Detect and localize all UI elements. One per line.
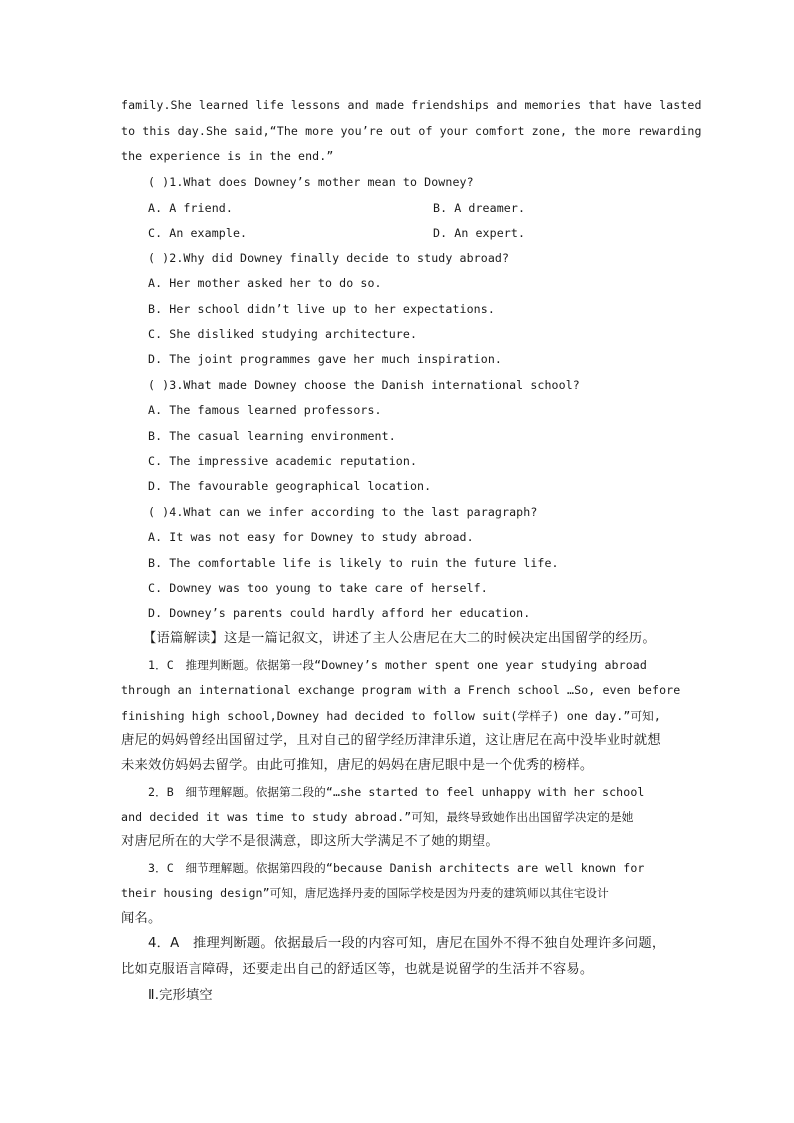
section-title: Ⅱ.完形填空	[148, 988, 213, 1003]
option-d: D. The favourable geographical location.	[148, 479, 432, 493]
answer-1-line: 唐尼的妈妈曾经出国留过学，且对自己的留学经历津津乐道，这让唐尼在高中没毕业时就想	[121, 733, 661, 748]
answer-1-line: 1．C 推理判断题。依据第一段“Downey’s mother spent one year studying abroad	[148, 658, 647, 672]
option-b: B. Her school didn’t live up to her expectations.	[148, 302, 495, 316]
option-d: D. Downey’s parents could hardly afford her education.	[148, 606, 531, 620]
option-b: B. The comfortable life is likely to ruin the future life.	[148, 556, 559, 570]
option-a: A. The famous learned professors.	[148, 403, 382, 417]
option-c: C. She disliked studying architecture.	[148, 327, 418, 341]
option-b: B. The casual learning environment.	[148, 429, 396, 443]
answer-2-line: and decided it was time to study abroad.”可知，最终导致她作出出国留学决定的是她	[121, 810, 634, 824]
question-stem: ( )2.Why did Downey finally decide to study abroad?	[148, 251, 510, 265]
question-stem: ( )3.What made Downey choose the Danish international school?	[148, 378, 580, 392]
passage-line: the experience is in the end.”	[121, 149, 334, 163]
option-text: C. An example.	[148, 226, 248, 240]
option-d: D. An expert.	[433, 226, 526, 240]
option-text: A. A friend.	[148, 201, 233, 215]
option-a: A. Her mother asked her to do so.	[148, 276, 382, 290]
passage-line: family.She learned life lessons and made friendships and memories that have lasted	[121, 98, 702, 112]
option-b: B. A dreamer.	[433, 201, 526, 215]
answer-3-line: their housing design”可知，唐尼选择丹麦的国际学校是因为丹麦的建筑师以其住宅设计	[121, 886, 609, 900]
answer-2-line: 2．B 细节理解题。依据第二段的“…she started to feel unhappy with her school	[148, 785, 645, 799]
option-c: C. The impressive academic reputation.	[148, 454, 418, 468]
answer-1-line: 未来效仿妈妈去留学。由此可推知，唐尼的妈妈在唐尼眼中是一个优秀的榜样。	[121, 758, 594, 773]
question-stem: ( )1.What does Downey’s mother mean to Downey?	[148, 175, 474, 189]
question-stem: ( )4.What can we infer according to the last paragraph?	[148, 505, 538, 519]
answer-3-line: 闻名。	[121, 911, 162, 926]
answer-2-line: 对唐尼所在的大学不是很满意，即这所大学满足不了她的期望。	[121, 834, 499, 849]
answer-4-line: 比如克服语言障碍，还要走出自己的舒适区等，也就是说留学的生活并不容易。	[121, 962, 594, 977]
answer-1-line: through an international exchange program with a French school …So, even before	[121, 683, 681, 697]
option-c	[148, 224, 526, 242]
option-c: C. Downey was too young to take care of herself.	[148, 581, 488, 595]
answer-1-line: finishing high school,Downey had decided to follow suit(学样子) one day.”可知,	[121, 709, 661, 723]
analysis-heading: 【语篇解读】这是一篇记叙文，讲述了主人公唐尼在大二的时候决定出国留学的经历。	[143, 631, 656, 646]
option-a	[148, 199, 526, 217]
answer-4-line: 4．A 推理判断题。依据最后一段的内容可知，唐尼在国外不得不独自处理许多问题，	[148, 936, 666, 951]
answer-3-line: 3．C 细节理解题。依据第四段的“because Danish architects are well known for	[148, 861, 645, 875]
passage-line: to this day.She said,“The more you’re out of your comfort zone, the more rewarding	[121, 124, 702, 138]
option-a: A. It was not easy for Downey to study abroad.	[148, 530, 474, 544]
option-d: D. The joint programmes gave her much inspiration.	[148, 352, 503, 366]
